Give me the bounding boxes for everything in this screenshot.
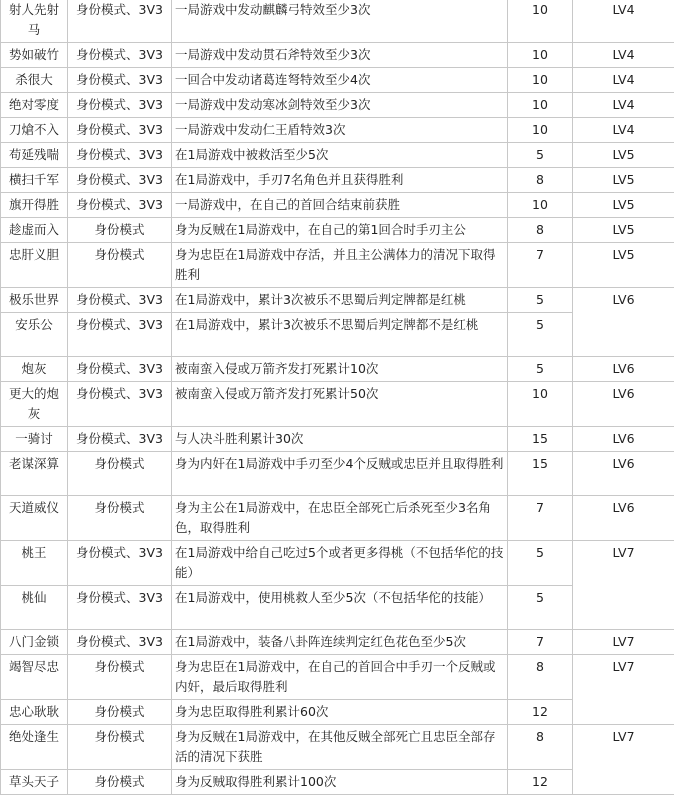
game-mode: 身份模式 <box>68 243 172 288</box>
achievement-level: LV7 <box>573 630 674 655</box>
achievement-points: 8 <box>508 655 573 700</box>
achievement-points: 8 <box>508 725 573 770</box>
achievement-description: 在1局游戏中给自己吃过5个或者更多得桃（不包括华佗的技能） <box>172 541 508 586</box>
achievement-level: LV7 <box>573 655 674 725</box>
table-row <box>1 288 674 313</box>
game-mode: 身份模式、3V3 <box>68 313 172 357</box>
achievement-name: 竭智尽忠 <box>1 655 68 700</box>
game-mode: 身份模式、3V3 <box>68 43 172 68</box>
achievement-level: LV6 <box>573 288 674 357</box>
achievement-name: 绝对零度 <box>1 93 68 118</box>
achievement-level: LV4 <box>573 93 674 118</box>
table-row <box>1 118 674 143</box>
achievement-points: 5 <box>508 288 573 313</box>
achievement-level: LV4 <box>573 0 674 43</box>
game-mode: 身份模式、3V3 <box>68 541 172 586</box>
achievement-points: 10 <box>508 118 573 143</box>
achievement-points: 7 <box>508 630 573 655</box>
achievement-name: 炮灰 <box>1 357 68 382</box>
achievement-name: 桃仙 <box>1 586 68 630</box>
achievement-description: 在1局游戏中，累计3次被乐不思蜀后判定牌都是红桃 <box>172 288 508 313</box>
achievement-name: 一骑讨 <box>1 427 68 452</box>
achievement-description: 身为反贼取得胜利累计100次 <box>172 770 508 795</box>
achievement-name: 横扫千军 <box>1 168 68 193</box>
achievement-description: 身为主公在1局游戏中，在忠臣全部死亡后杀死至少3名角色，取得胜利 <box>172 496 508 541</box>
game-mode: 身份模式、3V3 <box>68 382 172 427</box>
achievement-description: 与人决斗胜利累计30次 <box>172 427 508 452</box>
achievement-name: 安乐公 <box>1 313 68 357</box>
table-row <box>1 655 674 700</box>
achievement-description: 被南蛮入侵或万箭齐发打死累计10次 <box>172 357 508 382</box>
achievement-description: 身为内奸在1局游戏中手刃至少4个反贼或忠臣并且取得胜利 <box>172 452 508 496</box>
achievement-name: 天道威仪 <box>1 496 68 541</box>
achievement-name: 忠肝义胆 <box>1 243 68 288</box>
achievement-name: 八门金锁 <box>1 630 68 655</box>
achievement-description: 身为反贼在1局游戏中，在其他反贼全部死亡且忠臣全部存活的清况下获胜 <box>172 725 508 770</box>
achievement-points: 8 <box>508 168 573 193</box>
table-row <box>1 68 674 93</box>
table-row <box>1 243 674 288</box>
game-mode: 身份模式、3V3 <box>68 586 172 630</box>
achievement-points: 5 <box>508 313 573 357</box>
achievement-name: 更大的炮灰 <box>1 382 68 427</box>
table-row <box>1 168 674 193</box>
game-mode: 身份模式、3V3 <box>68 118 172 143</box>
game-mode: 身份模式 <box>68 725 172 770</box>
achievement-level: LV6 <box>573 452 674 496</box>
game-mode: 身份模式 <box>68 700 172 725</box>
achievement-name: 苟延残喘 <box>1 143 68 168</box>
game-mode: 身份模式、3V3 <box>68 288 172 313</box>
table-row <box>1 357 674 382</box>
achievement-points: 10 <box>508 0 573 43</box>
game-mode: 身份模式、3V3 <box>68 427 172 452</box>
achievement-description: 在1局游戏中，累计3次被乐不思蜀后判定牌都不是红桃 <box>172 313 508 357</box>
achievement-points: 7 <box>508 496 573 541</box>
table-row <box>1 93 674 118</box>
achievement-name: 老谋深算 <box>1 452 68 496</box>
achievement-description: 身为忠臣在1局游戏中，在自己的首回合中手刃一个反贼或内奸，最后取得胜利 <box>172 655 508 700</box>
achievement-points: 10 <box>508 43 573 68</box>
game-mode: 身份模式 <box>68 655 172 700</box>
achievement-points: 10 <box>508 93 573 118</box>
achievement-name: 草头天子 <box>1 770 68 795</box>
table-row <box>1 452 674 496</box>
achievement-description: 一局游戏中发动寒冰剑特效至少3次 <box>172 93 508 118</box>
table-row <box>1 382 674 427</box>
table-row <box>1 427 674 452</box>
game-mode: 身份模式、3V3 <box>68 68 172 93</box>
achievement-level: LV5 <box>573 143 674 168</box>
achievement-level: LV6 <box>573 427 674 452</box>
achievement-points: 5 <box>508 541 573 586</box>
game-mode: 身份模式 <box>68 452 172 496</box>
table-row <box>1 218 674 243</box>
achievement-points: 15 <box>508 427 573 452</box>
game-mode: 身份模式 <box>68 218 172 243</box>
achievement-name: 极乐世界 <box>1 288 68 313</box>
achievement-name: 势如破竹 <box>1 43 68 68</box>
table-row <box>1 541 674 586</box>
game-mode: 身份模式、3V3 <box>68 168 172 193</box>
achievement-points: 8 <box>508 218 573 243</box>
achievement-points: 7 <box>508 243 573 288</box>
achievement-level: LV7 <box>573 725 674 795</box>
achievement-level: LV7 <box>573 541 674 630</box>
achievement-points: 5 <box>508 586 573 630</box>
achievement-name: 忠心耿耿 <box>1 700 68 725</box>
achievement-name: 绝处逢生 <box>1 725 68 770</box>
game-mode: 身份模式、3V3 <box>68 93 172 118</box>
achievement-points: 10 <box>508 68 573 93</box>
achievement-level: LV6 <box>573 357 674 382</box>
achievement-name: 杀很大 <box>1 68 68 93</box>
achievement-points: 10 <box>508 193 573 218</box>
table-row <box>1 143 674 168</box>
achievement-name: 射人先射马 <box>1 0 68 43</box>
achievement-points: 5 <box>508 143 573 168</box>
achievement-points: 12 <box>508 700 573 725</box>
game-mode: 身份模式 <box>68 770 172 795</box>
game-mode: 身份模式、3V3 <box>68 193 172 218</box>
achievement-points: 10 <box>508 382 573 427</box>
achievement-description: 在1局游戏中，使用桃救人至少5次（不包括华佗的技能） <box>172 586 508 630</box>
achievement-description: 在1局游戏中，装备八卦阵连续判定红色花色至少5次 <box>172 630 508 655</box>
achievement-level: LV6 <box>573 382 674 427</box>
achievement-description: 一局游戏中，在自己的首回合结束前获胜 <box>172 193 508 218</box>
table-row <box>1 630 674 655</box>
achievement-level: LV6 <box>573 496 674 541</box>
achievement-description: 一回合中发动诸葛连弩特效至少4次 <box>172 68 508 93</box>
achievement-points: 12 <box>508 770 573 795</box>
achievement-description: 一局游戏中发动贯石斧特效至少3次 <box>172 43 508 68</box>
game-mode: 身份模式、3V3 <box>68 357 172 382</box>
achievement-name: 趁虚而入 <box>1 218 68 243</box>
achievement-level: LV5 <box>573 218 674 243</box>
achievement-name: 桃王 <box>1 541 68 586</box>
table-row <box>1 725 674 770</box>
game-mode: 身份模式 <box>68 496 172 541</box>
game-mode: 身份模式、3V3 <box>68 0 172 43</box>
achievement-points: 5 <box>508 357 573 382</box>
achievement-level: LV4 <box>573 68 674 93</box>
achievement-level: LV4 <box>573 118 674 143</box>
achievement-description: 身为忠臣在1局游戏中存活，并且主公满体力的清况下取得胜利 <box>172 243 508 288</box>
achievement-points: 15 <box>508 452 573 496</box>
achievement-name: 刀熗不入 <box>1 118 68 143</box>
table-row <box>1 0 674 43</box>
achievement-level: LV4 <box>573 43 674 68</box>
table-row <box>1 193 674 218</box>
achievement-description: 身为反贼在1局游戏中，在自己的第1回合时手刃主公 <box>172 218 508 243</box>
table-row <box>1 43 674 68</box>
achievement-description: 一局游戏中发动仁王盾特效3次 <box>172 118 508 143</box>
achievement-level: LV5 <box>573 193 674 218</box>
table-row <box>1 496 674 541</box>
game-mode: 身份模式、3V3 <box>68 143 172 168</box>
game-mode: 身份模式、3V3 <box>68 630 172 655</box>
achievement-name: 旗开得胜 <box>1 193 68 218</box>
achievement-description: 身为忠臣取得胜利累计60次 <box>172 700 508 725</box>
achievement-level: LV5 <box>573 168 674 193</box>
achievement-description: 被南蛮入侵或万箭齐发打死累计50次 <box>172 382 508 427</box>
achievement-description: 在1局游戏中，手刃7名角色并且获得胜利 <box>172 168 508 193</box>
achievement-description: 一局游戏中发动麒麟弓特效至少3次 <box>172 0 508 43</box>
achievement-description: 在1局游戏中被救活至少5次 <box>172 143 508 168</box>
achievement-level: LV5 <box>573 243 674 288</box>
